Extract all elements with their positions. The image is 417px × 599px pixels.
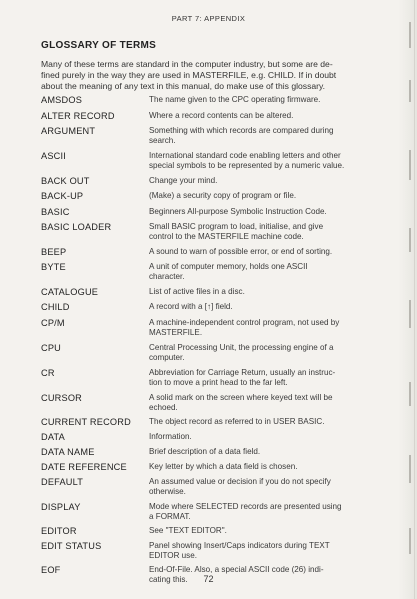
glossary-entry [41, 247, 372, 258]
definition-line: Central Processing Unit, the processing engine of a [149, 343, 334, 352]
definition-line: An assumed value or decision if you do not specify [149, 477, 331, 486]
glossary-definition [149, 262, 372, 282]
definition-line: special symbols to be represented by a numeric value. [149, 161, 345, 170]
definition-line: computer. [149, 353, 185, 362]
definition-line: otherwise. [149, 487, 186, 496]
glossary-definition [149, 393, 372, 413]
binding-mark [409, 80, 411, 102]
definition-line: The object record as referred to in USER BASIC. [149, 417, 325, 426]
glossary-entry [41, 541, 372, 561]
glossary-term: EDITOR [41, 526, 77, 536]
binding-mark [409, 228, 411, 252]
definition-line: control to the MASTERFILE machine code. [149, 232, 304, 241]
definition-line: echoed. [149, 403, 178, 412]
glossary-entry [41, 302, 372, 313]
definition-line: EDITOR use. [149, 551, 197, 560]
glossary-definition [149, 176, 372, 186]
glossary-term: DATA NAME [41, 447, 95, 457]
glossary-entry [41, 262, 372, 282]
glossary-entry [41, 151, 372, 171]
glossary-term: DATA [41, 432, 65, 442]
glossary-list [41, 95, 372, 589]
glossary-term: CURSOR [41, 393, 83, 403]
definition-line: Brief description of a data field. [149, 447, 261, 456]
page-edge-line [414, 0, 415, 599]
glossary-definition [149, 222, 372, 242]
definition-line: Small BASIC program to load, initialise, and give [149, 222, 324, 231]
definition-line: List of active files in a disc. [149, 287, 245, 296]
glossary-definition [149, 432, 372, 442]
glossary-term: CURRENT RECORD [41, 417, 131, 427]
definition-line: Where a record contents can be altered. [149, 111, 294, 120]
glossary-term: CATALOGUE [41, 287, 99, 297]
glossary-term: CPU [41, 343, 61, 353]
glossary-entry [41, 318, 372, 338]
glossary-entry [41, 502, 372, 522]
glossary-definition [149, 302, 372, 312]
glossary-term: CP/M [41, 318, 65, 328]
glossary-term: AMSDOS [41, 95, 83, 105]
intro-line: fined purely in the way they are used in MASTERFILE, e.g. CHILD. If in doubt [41, 70, 337, 81]
glossary-term: BYTE [41, 262, 66, 272]
glossary-entry [41, 126, 372, 146]
glossary-definition [149, 287, 372, 297]
glossary-term: ASCII [41, 151, 66, 161]
definition-line: A unit of computer memory, holds one ASCII [149, 262, 308, 271]
glossary-definition [149, 126, 372, 146]
binding-mark [409, 300, 411, 328]
glossary-term: BEEP [41, 247, 67, 257]
glossary-entry [41, 287, 372, 298]
glossary-definition [149, 462, 372, 472]
glossary-entry [41, 111, 372, 122]
glossary-term: ALTER RECORD [41, 111, 115, 121]
definition-line: See "TEXT EDITOR". [149, 526, 227, 535]
page-title: GLOSSARY OF TERMS [41, 40, 157, 51]
glossary-term: DEFAULT [41, 477, 84, 487]
glossary-term: BASIC LOADER [41, 222, 112, 232]
glossary-entry [41, 477, 372, 497]
glossary-definition [149, 368, 372, 388]
binding-mark [409, 382, 411, 406]
glossary-entry [41, 207, 372, 218]
definition-line: End-Of-File. Also, a special ASCII code (26) indi- [149, 565, 324, 574]
glossary-entry [41, 526, 372, 537]
glossary-term: BASIC [41, 207, 70, 217]
definition-line: Change your mind. [149, 176, 218, 185]
definition-line: A solid mark on the screen where keyed text will be [149, 393, 333, 402]
glossary-term: EDIT STATUS [41, 541, 102, 551]
glossary-definition [149, 447, 372, 457]
definition-line: cating this. [149, 575, 188, 584]
glossary-definition [149, 207, 372, 217]
glossary-term: BACK-UP [41, 191, 84, 201]
glossary-entry [41, 447, 372, 458]
definition-line: Beginners All-purpose Symbolic Instruction Code. [149, 207, 327, 216]
definition-line: Key letter by which a data field is chosen. [149, 462, 298, 471]
glossary-definition [149, 95, 372, 105]
glossary-entry [41, 432, 372, 443]
definition-line: International standard code enabling letters and other [149, 151, 341, 160]
glossary-entry [41, 462, 372, 473]
definition-line: Something with which records are compared during [149, 126, 334, 135]
glossary-definition [149, 151, 372, 171]
page-number: 72 [203, 574, 214, 584]
glossary-entry [41, 191, 372, 202]
glossary-definition [149, 526, 372, 536]
definition-line: tion to move a print head to the far left. [149, 378, 288, 387]
binding-mark [409, 22, 411, 48]
glossary-term: CHILD [41, 302, 70, 312]
definition-line: A machine-independent control program, not used by [149, 318, 340, 327]
intro-line: about the meaning of any text in this manual, do make use of this glossary. [41, 81, 326, 92]
definition-line: Abbreviation for Carriage Return, usually an instruc- [149, 368, 336, 377]
intro-paragraph [41, 59, 372, 93]
definition-line: The name given to the CPC operating firmware. [149, 95, 321, 104]
definition-line: character. [149, 272, 185, 281]
intro-line: Many of these terms are standard in the computer industry, but some are de- [41, 59, 333, 69]
glossary-term: EOF [41, 565, 61, 575]
glossary-entry [41, 343, 372, 363]
binding-mark [409, 150, 411, 180]
glossary-definition [149, 502, 372, 522]
glossary-entry [41, 417, 372, 428]
glossary-definition [149, 111, 372, 121]
glossary-entry [41, 393, 372, 413]
binding-mark [409, 528, 411, 554]
glossary-definition [149, 343, 372, 363]
definition-line: A sound to warn of possible error, or end of sorting. [149, 247, 333, 256]
glossary-definition [149, 417, 372, 427]
definition-line: a FORMAT. [149, 512, 191, 521]
glossary-definition [149, 247, 372, 257]
glossary-entry [41, 176, 372, 187]
definition-line: Panel showing Insert/Caps indicators during TEXT [149, 541, 330, 550]
glossary-term: DATE REFERENCE [41, 462, 127, 472]
definition-line: Mode where SELECTED records are presented using [149, 502, 342, 511]
definition-line: MASTERFILE. [149, 328, 203, 337]
definition-line: A record with a [↑] field. [149, 302, 233, 311]
definition-line: Information. [149, 432, 192, 441]
definition-line: search. [149, 136, 176, 145]
glossary-entry [41, 368, 372, 388]
glossary-term: ARGUMENT [41, 126, 96, 136]
glossary-definition [149, 477, 372, 497]
binding-mark [409, 455, 411, 483]
glossary-term: CR [41, 368, 55, 378]
definition-line: (Make) a security copy of program or file. [149, 191, 297, 200]
glossary-definition [149, 541, 372, 561]
glossary-term: DISPLAY [41, 502, 81, 512]
glossary-definition [149, 318, 372, 338]
glossary-entry [41, 222, 372, 242]
glossary-definition [149, 191, 372, 201]
binding-edge [398, 0, 417, 599]
glossary-entry [41, 95, 372, 106]
page-header: PART 7: APPENDIX [171, 14, 246, 23]
glossary-term: BACK OUT [41, 176, 90, 186]
